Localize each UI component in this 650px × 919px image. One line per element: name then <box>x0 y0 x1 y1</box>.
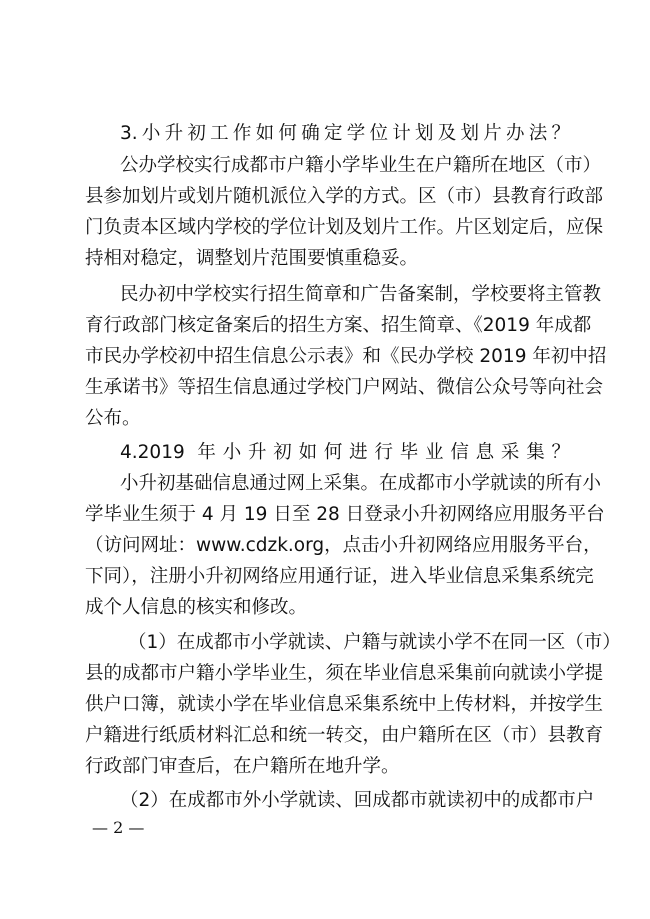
q4-para1-line-5: 成个人信息的核实和修改。 <box>85 597 308 618</box>
q4-para1-line-1: 小升初基础信息通过网上采集。在成都市小学就读的所有小 <box>120 473 602 494</box>
page-number: — 2 — <box>92 818 145 837</box>
q3-para2-line-1: 民办初中学校实行招生简章和广告备案制，学校要将主管教 <box>120 284 602 305</box>
q3-para1-line-2: 县参加划片或划片随机派位入学的方式。区（市）县教育行政部 <box>85 186 604 207</box>
q4-para1-line-2: 学毕业生须于 4 月 19 日至 28 日登录小升初网络应用服务平台 <box>85 504 605 525</box>
question-4-heading: 4.2019 年小升初如何进行毕业信息采集？ <box>120 442 570 463</box>
q3-para1-line-1: 公办学校实行成都市户籍小学毕业生在户籍所在地区（市） <box>120 155 602 176</box>
q3-para1-line-4: 持相对稳定，调整划片范围要慎重稳妥。 <box>85 248 419 269</box>
q4-item1-line-3: 供户口簿，就读小学在毕业信息采集系统中上传材料，并按学生 <box>85 694 604 715</box>
q4-item1-line-1: （1）在成都市小学就读、户籍与就读小学不在同一区（市） <box>128 632 621 653</box>
q4-item1-line-4: 户籍进行纸质材料汇总和统一转交，由户籍所在区（市）县教育 <box>85 725 604 746</box>
q4-para1-line-4: 下同），注册小升初网络应用通行证，进入毕业信息采集系统完 <box>85 566 594 587</box>
q4-item2-line-1: （2）在成都市外小学就读、回成都市就读初中的成都市户 <box>120 790 595 811</box>
q4-item1-line-2: 县的成都市户籍小学毕业生，须在毕业信息采集前向就读小学提 <box>85 663 604 684</box>
q3-para2-line-4: 生承诺书》等招生信息通过学校门户网站、微信公众号等向社会 <box>85 377 604 398</box>
q3-para2-line-2: 育行政部门核定备案后的招生方案、招生简章、《2019 年成都 <box>85 315 592 336</box>
question-3-heading: 3.小升初工作如何确定学位计划及划片办法？ <box>120 123 570 144</box>
q3-para1-line-3: 门负责本区域内学校的学位计划及划片工作。片区划定后，应保 <box>85 217 604 238</box>
q3-para2-line-5: 公布。 <box>85 408 141 429</box>
q4-para1-line-3: （访问网址：www.cdzk.org，点击小升初网络应用服务平台， <box>85 535 602 556</box>
q4-item1-line-5: 行政部门审查后，在户籍所在地升学。 <box>85 756 400 777</box>
q3-para2-line-3: 市民办学校初中招生信息公示表》和《民办学校 2019 年初中招 <box>85 346 607 367</box>
